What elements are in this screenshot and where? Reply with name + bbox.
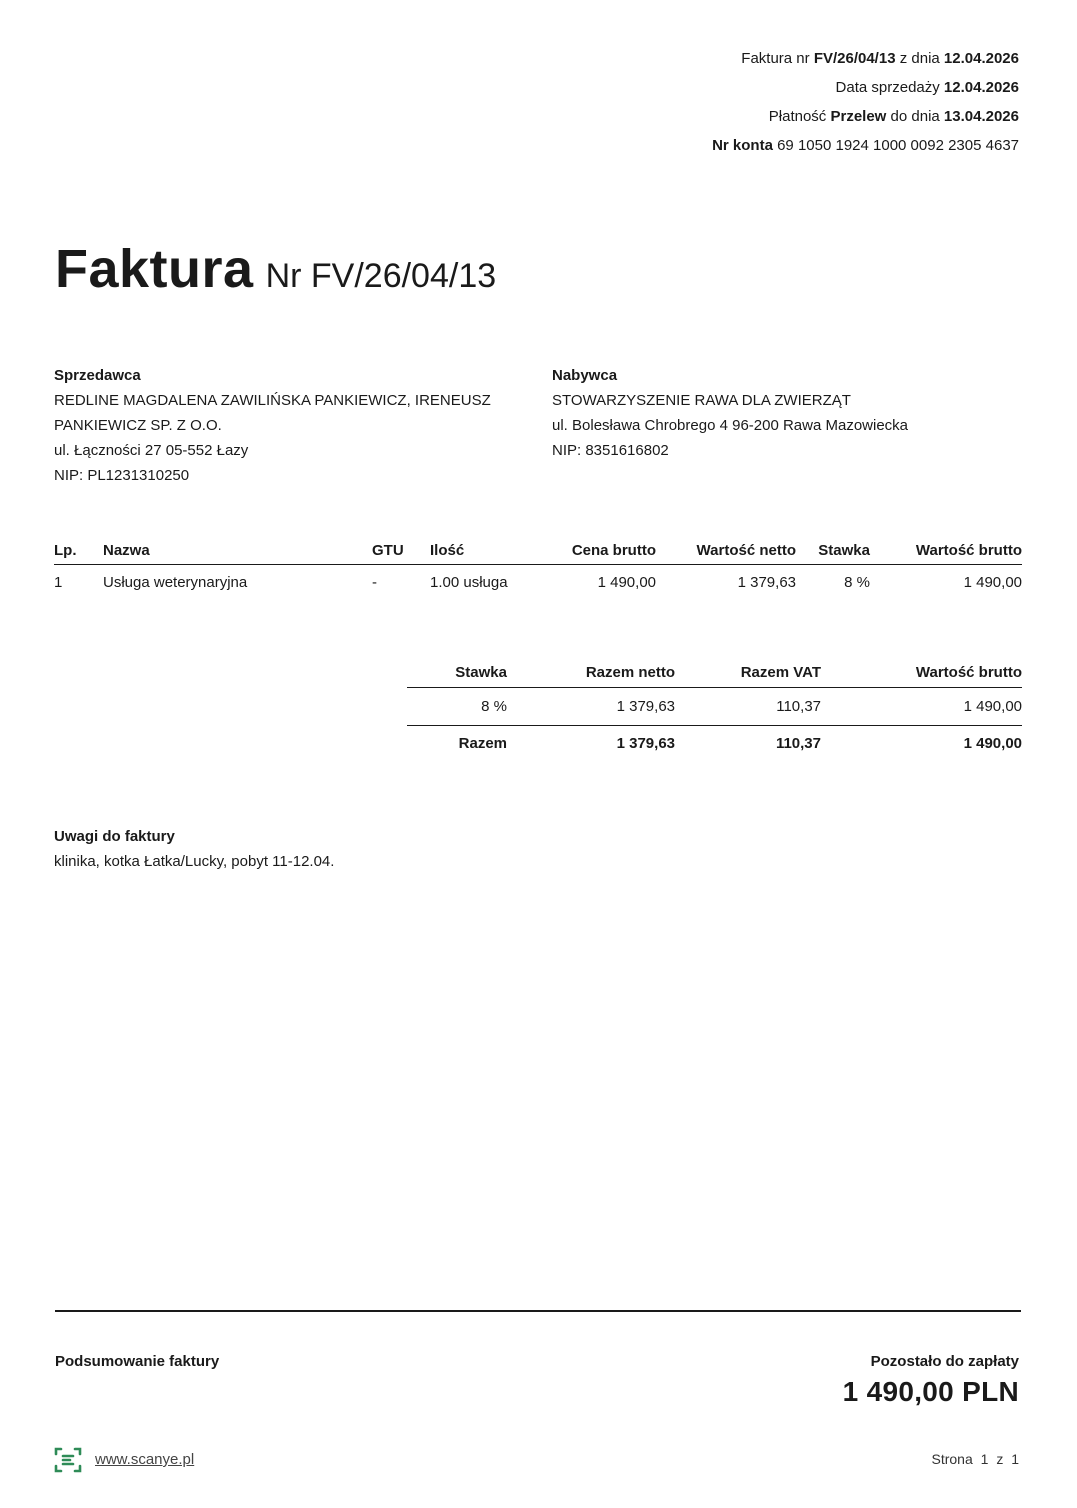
footer-divider	[55, 1310, 1021, 1312]
sum-col-gross: Wartość brutto	[821, 660, 1022, 688]
invoice-meta	[712, 44, 1019, 160]
account-label: Nr konta	[712, 137, 773, 154]
vat-summary-table	[407, 660, 1022, 762]
col-qty: Ilość	[430, 538, 550, 565]
amount-due-label: Pozostało do zapłaty	[870, 1353, 1019, 1370]
payment-line	[712, 102, 1019, 131]
page-title	[55, 238, 496, 300]
seller-heading: Sprzedawca	[54, 367, 141, 384]
payment-label: Płatność	[768, 108, 827, 125]
seller-address: ul. Łączności 27 05-552 Łazy	[54, 442, 249, 459]
sum-cell-rate: 8 %	[481, 698, 507, 715]
payment-due-date: 13.04.2026	[943, 108, 1019, 125]
sum-col-rate: Stawka	[407, 660, 507, 688]
total-vat: 110,37	[675, 726, 821, 763]
invoice-number-line	[712, 44, 1019, 73]
total-gross: 1 490,00	[821, 726, 1022, 763]
amount-due-value: 1 490,00 PLN	[842, 1376, 1019, 1407]
buyer-block	[552, 363, 1022, 463]
sale-label: Data sprzedaży	[835, 79, 940, 96]
col-net-value: Wartość netto	[656, 538, 796, 565]
col-gross-value: Wartość brutto	[870, 538, 1022, 565]
payment-mid: do dnia	[890, 108, 940, 125]
col-price-gross: Cena brutto	[550, 538, 656, 565]
notes-heading: Uwagi do faktury	[54, 828, 175, 845]
total-net: 1 379,63	[507, 726, 675, 763]
scanye-logo-icon	[54, 1446, 82, 1474]
col-gtu: GTU	[372, 538, 430, 565]
account-number: 69 1050 1924 1000 0092 2305 4637	[777, 137, 1019, 154]
account-line	[712, 131, 1019, 160]
col-lp: Lp.	[54, 538, 103, 565]
buyer-nip: NIP: 8351616802	[552, 442, 669, 459]
amount-due-block	[843, 1353, 1019, 1408]
col-name: Nazwa	[103, 538, 372, 565]
sum-col-vat: Razem VAT	[675, 660, 821, 688]
seller-name-line1: REDLINE MAGDALENA ZAWILIŃSKA PANKIEWICZ, IRENEUSZ	[54, 392, 491, 409]
title-number: Nr FV/26/04/13	[265, 257, 497, 295]
cell-gtu: -	[372, 574, 377, 591]
title-main: Faktura	[55, 239, 254, 299]
cell-name: Usługa weterynaryjna	[103, 574, 248, 591]
col-rate: Stawka	[796, 538, 870, 565]
total-label: Razem	[407, 726, 507, 763]
sum-cell-net: 1 379,63	[616, 698, 675, 715]
buyer-name: STOWARZYSZENIE RAWA DLA ZWIERZĄT	[552, 392, 851, 409]
invoice-number: FV/26/04/13	[813, 50, 896, 67]
page-label: Strona	[931, 1451, 973, 1467]
cell-lp: 1	[54, 574, 63, 591]
table-row	[407, 688, 1022, 726]
notes-text: klinika, kotka Łatka/Lucky, pobyt 11-12.04.	[54, 853, 335, 870]
cell-net-value: 1 379,63	[737, 574, 796, 591]
page-of: z	[996, 1451, 1004, 1467]
sum-col-net: Razem netto	[507, 660, 675, 688]
issue-date: 12.04.2026	[943, 50, 1019, 67]
sale-date-line	[712, 73, 1019, 102]
seller-name-line2: PANKIEWICZ SP. Z O.O.	[54, 417, 222, 434]
cell-qty: 1.00 usługa	[430, 574, 508, 591]
page-total: 1	[1011, 1451, 1019, 1467]
cell-price-gross: 1 490,00	[597, 574, 656, 591]
table-row	[54, 565, 1022, 598]
cell-rate: 8 %	[844, 574, 870, 591]
cell-gross-value: 1 490,00	[963, 574, 1022, 591]
payment-method: Przelew	[830, 108, 887, 125]
summary-total-row	[407, 726, 1022, 763]
sale-date: 12.04.2026	[943, 79, 1019, 96]
notes-block	[54, 824, 334, 874]
items-table	[54, 538, 1022, 597]
buyer-heading: Nabywca	[552, 367, 618, 384]
summary-header-row	[407, 660, 1022, 688]
sum-cell-vat: 110,37	[776, 698, 821, 715]
summary-label: Podsumowanie faktury	[55, 1353, 220, 1370]
buyer-address: ul. Bolesława Chrobrego 4 96-200 Rawa Mazowiecka	[552, 417, 909, 434]
page-current: 1	[980, 1451, 989, 1467]
seller-block	[54, 363, 514, 488]
issue-mid: z dnia	[899, 50, 940, 67]
page-indicator	[931, 1451, 1019, 1467]
website-link[interactable]: www.scanye.pl	[95, 1451, 195, 1468]
sum-cell-gross: 1 490,00	[963, 698, 1022, 715]
items-header-row	[54, 538, 1022, 565]
invoice-prefix: Faktura nr	[741, 50, 810, 67]
seller-nip: NIP: PL1231310250	[54, 467, 190, 484]
